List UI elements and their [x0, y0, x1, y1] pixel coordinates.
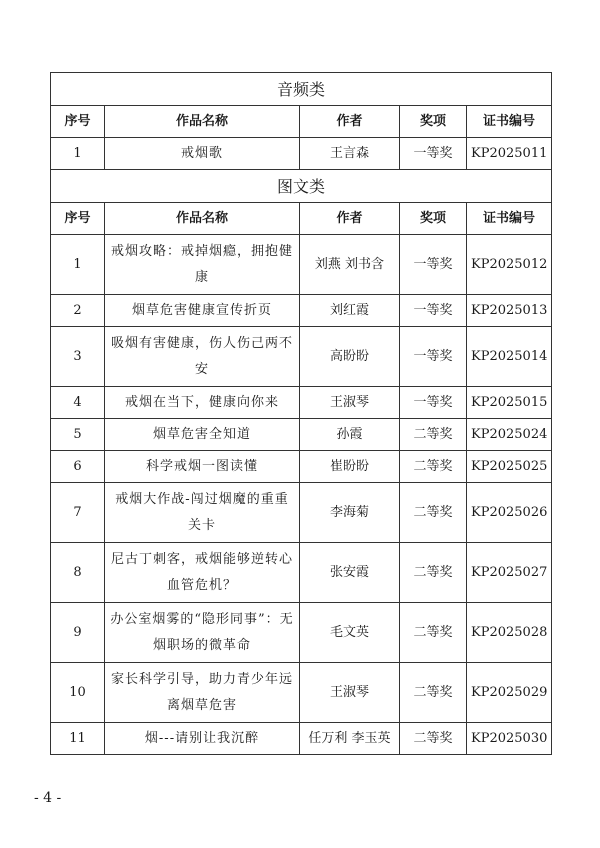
- row-number: 11: [51, 723, 105, 755]
- table-row: [51, 327, 552, 387]
- column-header: 奖项: [400, 106, 467, 138]
- table-row: [51, 295, 552, 327]
- work-title: 科学戒烟一图读懂: [105, 451, 300, 483]
- table-row: [51, 138, 552, 170]
- table-row: [51, 723, 552, 755]
- awards-table-body: [51, 73, 552, 755]
- row-number: 6: [51, 451, 105, 483]
- work-title: 烟草危害全知道: [105, 419, 300, 451]
- row-number: 9: [51, 603, 105, 663]
- row-number: 8: [51, 543, 105, 603]
- award-level: 二等奖: [400, 543, 467, 603]
- work-title: 戒烟在当下，健康向你来: [105, 387, 300, 419]
- certificate-number: KP2025013: [467, 295, 552, 327]
- award-level: 二等奖: [400, 451, 467, 483]
- certificate-number: KP2025012: [467, 235, 552, 295]
- table-row: [51, 235, 552, 295]
- author-name: 崔盼盼: [300, 451, 400, 483]
- award-level: 一等奖: [400, 138, 467, 170]
- award-level: 一等奖: [400, 235, 467, 295]
- author-name: 孙霞: [300, 419, 400, 451]
- table-row: [51, 451, 552, 483]
- certificate-number: KP2025028: [467, 603, 552, 663]
- author-name: 任万利 李玉英: [300, 723, 400, 755]
- author-name: 张安霞: [300, 543, 400, 603]
- work-title: 家长科学引导，助力青少年远离烟草危害: [105, 663, 300, 723]
- author-name: 刘红霞: [300, 295, 400, 327]
- column-header: 证书编号: [467, 203, 552, 235]
- table-row: [51, 387, 552, 419]
- section-header-row: [51, 170, 552, 203]
- column-header: 作品名称: [105, 203, 300, 235]
- awards-table: [50, 72, 552, 755]
- table-row: [51, 483, 552, 543]
- table-row: [51, 603, 552, 663]
- work-title: 办公室烟雾的“隐形同事”：无烟职场的微革命: [105, 603, 300, 663]
- column-header: 序号: [51, 106, 105, 138]
- author-name: 王淑琴: [300, 663, 400, 723]
- work-title: 尼古丁刺客，戒烟能够逆转心血管危机？: [105, 543, 300, 603]
- section-title: 音频类: [51, 73, 552, 106]
- award-level: 二等奖: [400, 663, 467, 723]
- certificate-number: KP2025030: [467, 723, 552, 755]
- certificate-number: KP2025026: [467, 483, 552, 543]
- row-number: 4: [51, 387, 105, 419]
- column-header: 证书编号: [467, 106, 552, 138]
- award-level: 二等奖: [400, 603, 467, 663]
- certificate-number: KP2025015: [467, 387, 552, 419]
- award-level: 一等奖: [400, 327, 467, 387]
- certificate-number: KP2025029: [467, 663, 552, 723]
- certificate-number: KP2025014: [467, 327, 552, 387]
- column-header: 作品名称: [105, 106, 300, 138]
- award-level: 一等奖: [400, 387, 467, 419]
- column-header: 作者: [300, 203, 400, 235]
- page-number: - 4 -: [34, 790, 62, 806]
- award-level: 二等奖: [400, 723, 467, 755]
- row-number: 1: [51, 138, 105, 170]
- certificate-number: KP2025025: [467, 451, 552, 483]
- row-number: 5: [51, 419, 105, 451]
- table-row: [51, 543, 552, 603]
- section-title: 图文类: [51, 170, 552, 203]
- certificate-number: KP2025027: [467, 543, 552, 603]
- work-title: 戒烟歌: [105, 138, 300, 170]
- author-name: 刘燕 刘书含: [300, 235, 400, 295]
- author-name: 李海菊: [300, 483, 400, 543]
- work-title: 烟草危害健康宣传折页: [105, 295, 300, 327]
- section-header-row: [51, 73, 552, 106]
- table-row: [51, 663, 552, 723]
- column-header: 作者: [300, 106, 400, 138]
- author-name: 王淑琴: [300, 387, 400, 419]
- work-title: 戒烟攻略：戒掉烟瘾，拥抱健康: [105, 235, 300, 295]
- column-header-row: [51, 203, 552, 235]
- author-name: 高盼盼: [300, 327, 400, 387]
- work-title: 吸烟有害健康，伤人伤己两不安: [105, 327, 300, 387]
- award-level: 二等奖: [400, 419, 467, 451]
- column-header: 序号: [51, 203, 105, 235]
- award-level: 一等奖: [400, 295, 467, 327]
- author-name: 王言森: [300, 138, 400, 170]
- certificate-number: KP2025011: [467, 138, 552, 170]
- table-row: [51, 419, 552, 451]
- row-number: 2: [51, 295, 105, 327]
- certificate-number: KP2025024: [467, 419, 552, 451]
- column-header-row: [51, 106, 552, 138]
- work-title: 烟---请别让我沉醉: [105, 723, 300, 755]
- row-number: 1: [51, 235, 105, 295]
- award-level: 二等奖: [400, 483, 467, 543]
- author-name: 毛文英: [300, 603, 400, 663]
- row-number: 3: [51, 327, 105, 387]
- row-number: 7: [51, 483, 105, 543]
- column-header: 奖项: [400, 203, 467, 235]
- work-title: 戒烟大作战-闯过烟魔的重重关卡: [105, 483, 300, 543]
- row-number: 10: [51, 663, 105, 723]
